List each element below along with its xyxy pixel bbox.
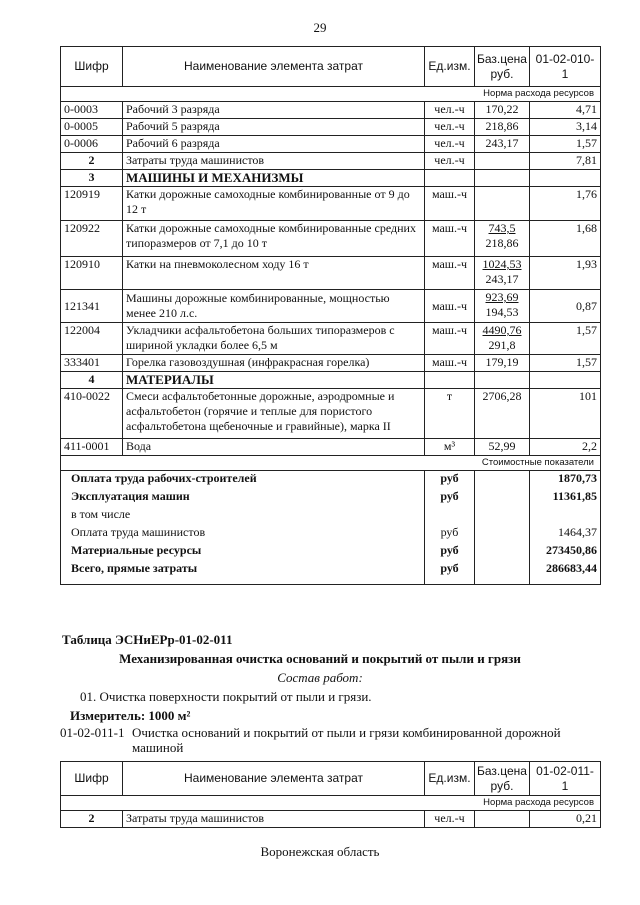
section-row-machines: 3 МАШИНЫ И МЕХАНИЗМЫ — [61, 170, 601, 187]
table-header-row — [61, 762, 601, 796]
table-row: 120910 Катки на пневмоколесном ходу 16 т маш.-ч 1024,53 243,17 1,93 — [61, 257, 601, 290]
header-code: Шифр — [61, 47, 123, 87]
header-name: Наименование элемента затрат — [123, 762, 425, 796]
table-row: 410-0022 Смеси асфальтобетонные дорожные, аэродромные и асфальтобетон (горячие и теплые для пористого асфальтобетона щебеночные и гравийные), марка II т 2706,28 101 — [61, 389, 601, 439]
cost-row: в том числе — [61, 507, 601, 525]
table-row: 122004 Укладчики асфальтобетона больших типоразмеров с шириной укладки более 6,5 м маш.-ч 4490,76 291,8 1,57 — [61, 323, 601, 355]
footer-region: Воронежская область — [260, 844, 380, 859]
cost-subheader-row — [61, 456, 601, 471]
cost-row: Оплата труда рабочих-строителей руб 1870,73 — [61, 471, 601, 489]
norm-subheader: Норма расхода ресурсов — [61, 87, 601, 102]
table-row: 2 Затраты труда машинистов чел.-ч 7,81 — [61, 153, 601, 170]
cost-row-total: Всего, прямые затраты руб 286683,44 — [61, 561, 601, 585]
resource-table-2 — [60, 761, 601, 828]
works-label: Состав работ: — [277, 670, 363, 685]
header-price: Баз.цена руб. — [475, 47, 530, 87]
table-header-row — [61, 47, 601, 87]
norm-description: Очистка оснований и покрытий от пыли и грязи комбинированной дорожной машиной — [132, 725, 561, 755]
norm-code: 01-02-011-1 — [60, 725, 125, 740]
table-row: 120922 Катки дорожные самоходные комбинированные средних типоразмеров от 7,1 до 10 т маш.-ч 743,5 218,86 1,68 — [61, 221, 601, 257]
header-unit: Ед.изм. — [425, 47, 475, 87]
cost-row: Оплата труда машинистов руб 1464,37 — [61, 525, 601, 543]
norm-subheader-row — [61, 796, 601, 811]
norm-subheader-row — [61, 87, 601, 102]
header-code: Шифр — [61, 762, 123, 796]
table-label: Таблица ЭСНиЕРр-01-02-011 — [62, 632, 233, 647]
cost-row: Эксплуатация машин руб 11361,85 — [61, 489, 601, 507]
table-row: 0-0006 Рабочий 6 разряда чел.-ч 243,17 1,57 — [61, 136, 601, 153]
table-row: 0-0005 Рабочий 5 разряда чел.-ч 218,86 3,14 — [61, 119, 601, 136]
meter-label: Измеритель: 1000 м² — [70, 708, 191, 723]
cost-subheader: Стоимостные показатели — [61, 456, 601, 471]
header-name: Наименование элемента затрат — [123, 47, 425, 87]
table-row: 121341 Машины дорожные комбинированные, мощностью менее 210 л.с. маш.-ч 923,69 194,53 0,87 — [61, 290, 601, 323]
section-title: Механизированная очистка оснований и покрытий от пыли и грязи — [119, 651, 521, 666]
header-norm-code: 01-02-011-1 — [530, 762, 601, 796]
table-row: 0-0003 Рабочий 3 разряда чел.-ч 170,22 4,71 — [61, 102, 601, 119]
cost-row: Материальные ресурсы руб 273450,86 — [61, 543, 601, 561]
table-row: 333401 Горелка газовоздушная (инфракрасная горелка) маш.-ч 179,19 1,57 — [61, 355, 601, 372]
page-number: 29 — [313, 20, 327, 35]
work-item: 01. Очистка поверхности покрытий от пыли и грязи. — [80, 689, 372, 704]
section-row-materials: 4 МАТЕРИАЛЫ — [61, 372, 601, 389]
table-row: 2 Затраты труда машинистов чел.-ч 0,21 — [61, 811, 601, 828]
table-row: 120919 Катки дорожные самоходные комбинированные от 9 до 12 т маш.-ч 1,76 — [61, 187, 601, 221]
resource-table-1 — [60, 46, 601, 585]
table-row: 411-0001 Вода м³ 52,99 2,2 — [61, 439, 601, 456]
header-unit: Ед.изм. — [425, 762, 475, 796]
header-norm-code: 01-02-010-1 — [530, 47, 601, 87]
norm-subheader: Норма расхода ресурсов — [61, 796, 601, 811]
header-price: Баз.цена руб. — [475, 762, 530, 796]
